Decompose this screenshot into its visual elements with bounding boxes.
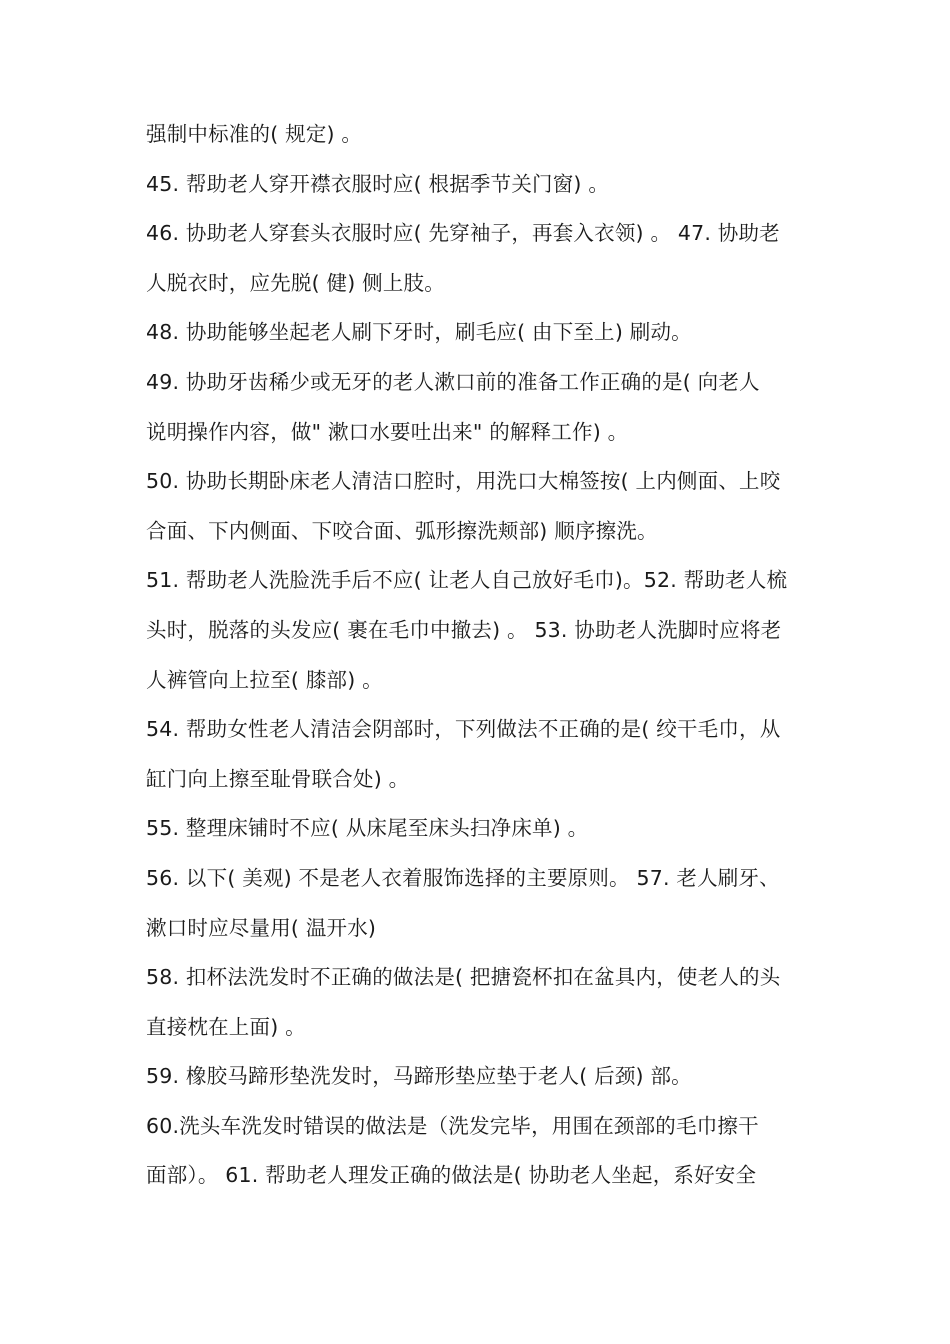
text-line: 56. 以下( 美观) 不是老人衣着服饰选择的主要原则。 57. 老人刷牙、 <box>146 865 780 890</box>
text-line: 强制中标准的( 规定) 。 <box>146 122 363 146</box>
text-line: 合面、下内侧面、下咬合面、弧形擦洗颊部) 顺序擦洗。 <box>146 518 658 543</box>
text-line: 缸门向上擦至耻骨联合处) 。 <box>146 766 410 791</box>
text-line: 46. 协助老人穿套头衣服时应( 先穿袖子，再套入衣领) 。 47. 协助老 <box>146 221 780 246</box>
text-line: 48. 协助能够坐起老人刷下牙时，刷毛应( 由下至上) 刷动。 <box>146 320 692 345</box>
document-body <box>146 110 811 1201</box>
text-line: 51. 帮助老人洗脸洗手后不应( 让老人自己放好毛巾)。52. 帮助老人梳 <box>146 568 788 593</box>
text-line: 50. 协助长期卧床老人清洁口腔时，用洗口大棉签按( 上内侧面、上咬 <box>146 469 781 494</box>
text-line: 人脱衣时，应先脱( 健) 侧上肢。 <box>146 270 445 295</box>
text-line: 45. 帮助老人穿开襟衣服时应( 根据季节关门窗) 。 <box>146 171 610 196</box>
text-line: 直接枕在上面) 。 <box>146 1014 306 1039</box>
text-line: 60.洗头车洗发时错误的做法是（洗发完毕，用围在颈部的毛巾擦干 <box>146 1113 759 1138</box>
text-line: 59. 橡胶马蹄形垫洗发时，马蹄形垫应垫于老人( 后颈) 部。 <box>146 1064 692 1089</box>
text-line: 人裤管向上拉至( 膝部) 。 <box>146 667 383 692</box>
text-line: 面部）。 61. 帮助老人理发正确的做法是( 协助老人坐起，系好安全 <box>146 1163 757 1188</box>
text-line: 49. 协助牙齿稀少或无牙的老人漱口前的准备工作正确的是( 向老人 <box>146 369 760 394</box>
text-line: 头时，脱落的头发应( 裹在毛巾中撤去) 。 53. 协助老人洗脚时应将老 <box>146 617 782 642</box>
text-line: 说明操作内容，做" 漱口水要吐出来" 的解释工作) 。 <box>146 419 629 444</box>
text-line: 漱口时应尽量用( 温开水) <box>146 915 377 940</box>
text-line: 58. 扣杯法洗发时不正确的做法是( 把搪瓷杯扣在盆具内，使老人的头 <box>146 965 781 990</box>
text-line: 55. 整理床铺时不应( 从床尾至床头扫净床单) 。 <box>146 816 589 841</box>
text-line: 54. 帮助女性老人清洁会阴部时，下列做法不正确的是( 绞干毛巾，从 <box>146 717 781 742</box>
